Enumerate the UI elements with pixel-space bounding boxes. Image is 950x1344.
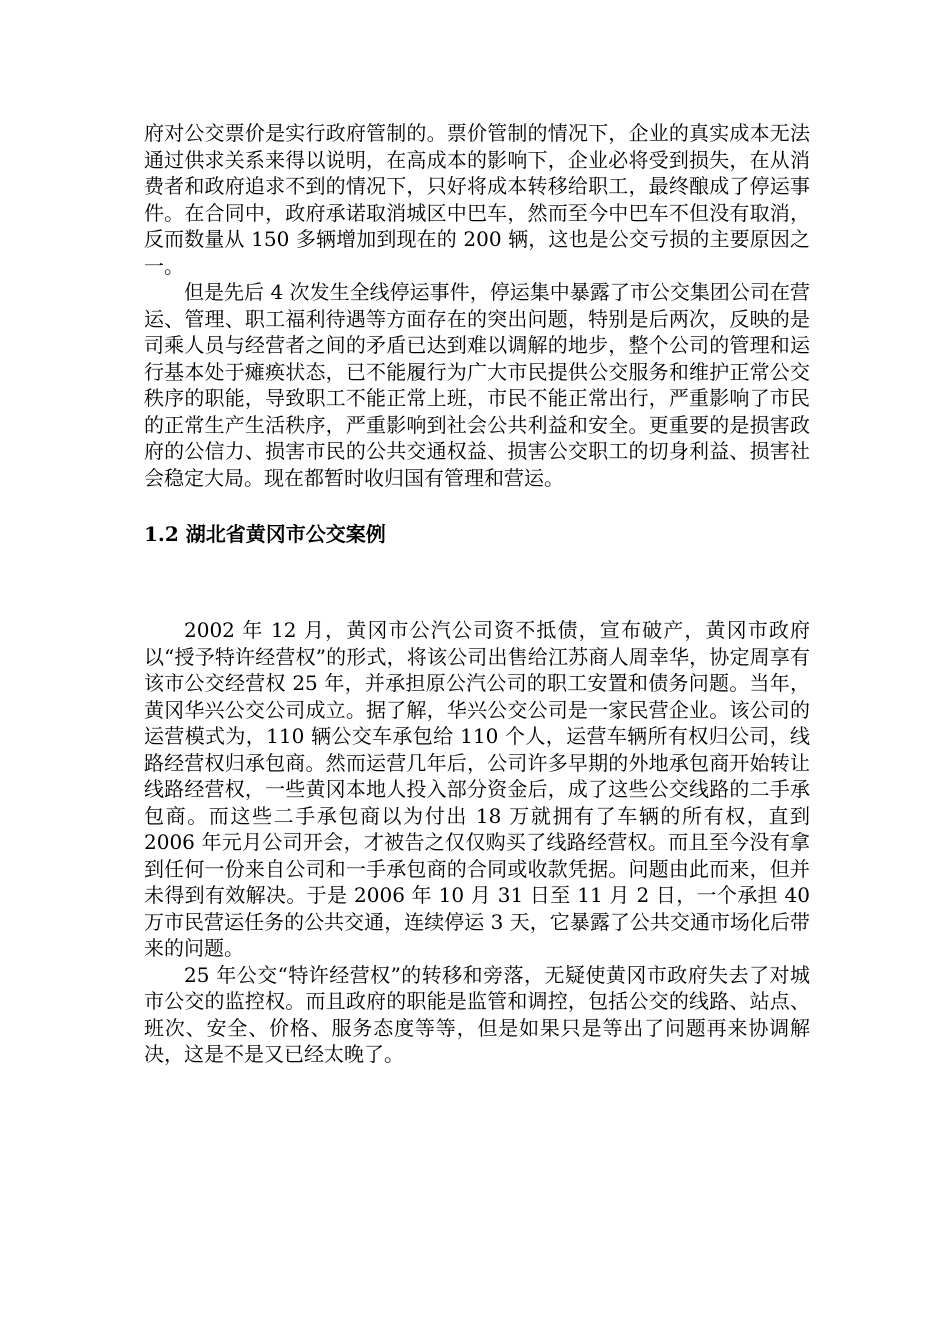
paragraph-franchise-rights: 25 年公交“特许经营权”的转移和旁落，无疑使黄冈市政府失去了对城市公交的监控权。而且政府的职能是监管和调控，包括公交的线路、站点、班次、安全、价格、服务态度等等，但是如果只是等出了问题再来协调解决，这是不是又已经太晚了。 — [144, 962, 810, 1066]
paragraph-continuation: 府对公交票价是实行政府管制的。票价管制的情况下，企业的真实成本无法通过供求关系来得以说明，在高成本的影响下，企业必将受到损失，在从消费者和政府追求不到的情况下，只好将成本转移给职工，最终酿成了停运事件。在合同中，政府承诺取消城区中巴车，然而至今中巴车不但没有取消，反而数量从 150 多辆增加到现在的 200 辆，这也是公交亏损的主要原因之一。 — [144, 121, 810, 278]
paragraph-huanggang-case: 2002 年 12 月，黄冈市公汽公司资不抵债，宣布破产，黄冈市政府以“授予特许经营权”的形式，将该公司出售给江苏商人周幸华，协定周享有该市公交经营权 25 年，并承担原公汽公司的职工安置和债务问题。当年，黄冈华兴公交公司成立。据了解，华兴公交公司是一家民营企业。该公司的运营模式为，110 辆公交车承包给 110 个人，运营车辆所有权归公司，线路经营权归承包商。然而运营几年后，公司许多早期的外地承包商开始转让线路经营权，一些黄冈本地人投入部分资金后，成了这些公交线路的二手承包商。而这些二手承包商以为付出 18 万就拥有了车辆的所有权，直到 2006 年元月公司开会，才被告之仅仅购买了线路经营权。而且至今没有拿到任何一份来自公司和一手承包商的合同或收款凭据。问题由此而来，但并未得到有效解决。于是 2006 年 10 月 31 日至 11 月 2 日，一个承担 40 万市民营运任务的公共交通，连续停运 3 天，它暴露了公共交通市场化后带来的问题。 — [144, 618, 810, 960]
section-heading: 1.2 湖北省黄冈市公交案例 — [144, 522, 386, 546]
document-page — [144, 120, 810, 1068]
paragraph-suspension-events: 但是先后 4 次发生全线停运事件，停运集中暴露了市公交集团公司在营运、管理、职工福利待遇等方面存在的突出问题，特别是后两次，反映的是司乘人员与经营者之间的矛盾已达到难以调解的地步，整个公司的管理和运行基本处于瘫痪状态，已不能履行为广大市民提供公交服务和维护正常公交秩序的职能，导致职工不能正常上班，市民不能正常出行，严重影响了市民的正常生产生活秩序，严重影响到社会公共利益和安全。更重要的是损害政府的公信力、损害市民的公共交通权益、损害公交职工的切身利益、损害社会稳定大局。现在都暂时收归国有管理和营运。 — [144, 280, 810, 490]
